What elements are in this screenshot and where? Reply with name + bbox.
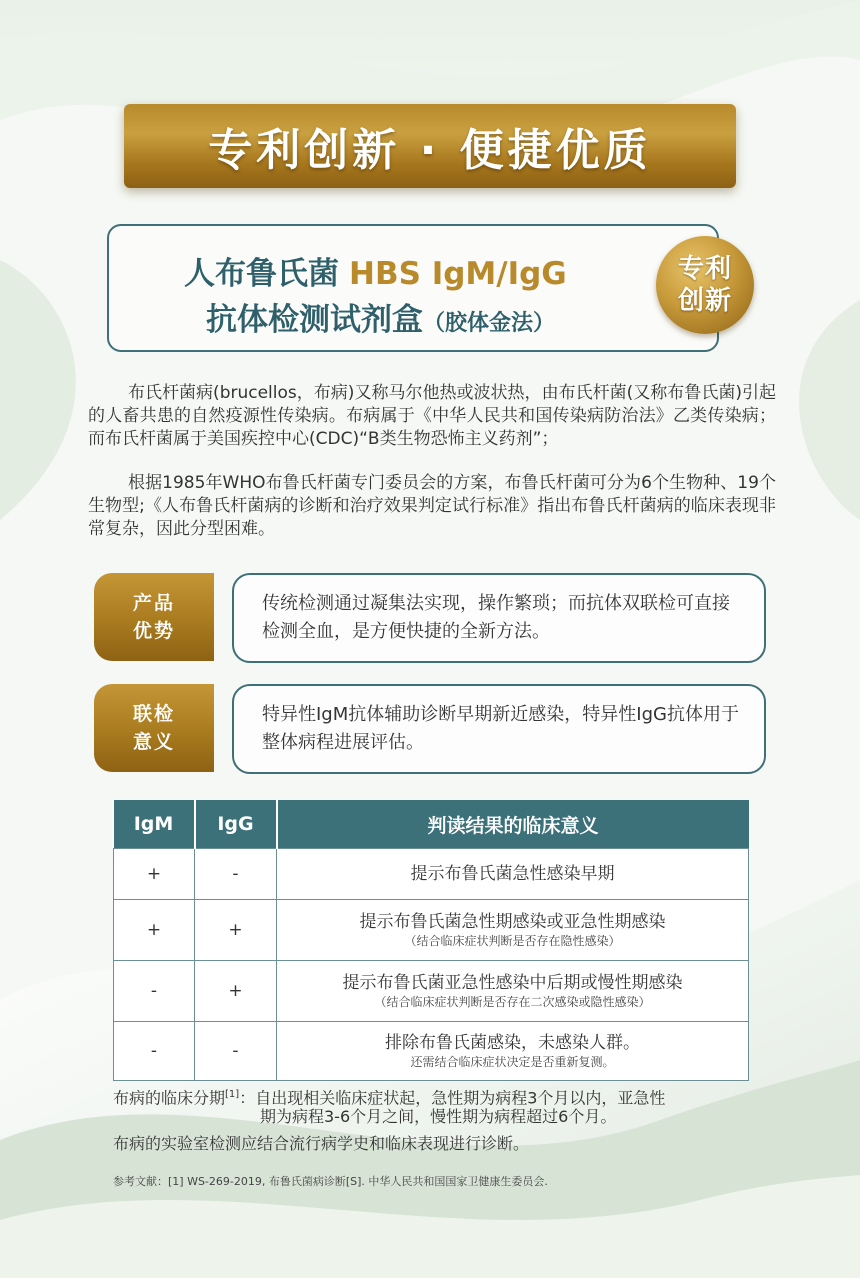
cell-igg: + [195,961,277,1022]
cell-igm: + [114,900,195,961]
meaning-sub: 还需结合临床症状决定是否重新复测。 [410,1055,615,1069]
cell-igm: - [114,961,195,1022]
staging-text-1: ：自出现相关临床症状起，急性期为病程3个月以内，亚急性 [239,1088,666,1108]
product-kit-name: 抗体检测试剂盒 [206,302,423,338]
cell-meaning [277,900,749,961]
advantage-label-line2: 优势 [132,620,175,642]
advantage-text: 传统检测通过凝集法实现，操作繁琐；而抗体双联检可直接检测全血，是方便快捷的全新方法。 [262,593,730,642]
product-name-en: HBS IgM/IgG [349,256,567,292]
cell-igm: + [114,849,195,900]
product-name-cn: 人布鲁氏菌 [184,256,339,292]
cell-igg: - [195,849,277,900]
intro-paragraph-1: 布氏杆菌病(brucellos，布病)又称马尔他热或波状热，由布氏杆菌(又称布鲁氏菌)引起的人畜共患的自然疫源性传染病。布病属于《中华人民共和国传染病防治法》乙类传染病；而布氏杆菌属于美国疾控中心(CDC)“B类生物恐怖主义药剂”； [88,383,776,449]
meaning-sub: （结合临床症状判断是否存在二次感染或隐性感染） [374,995,651,1009]
slogan-banner [124,104,736,188]
advantage-label-line1: 产品 [132,592,175,614]
staging-note-line2: 期为病程3-6个月之间，慢性期为病程超过6个月。 [260,1107,617,1126]
table-header-row [114,800,749,849]
product-method: （胶体金法） [423,311,556,336]
table-row [114,1022,749,1081]
meaning-main: 排除布鲁氏菌感染，未感染人群。 [385,1033,640,1053]
cell-meaning [277,1022,749,1081]
header-igg: IgG [195,800,277,849]
table-row [114,900,749,961]
table-row [114,961,749,1022]
significance-box [232,684,766,774]
product-title-line1 [184,248,567,293]
advantage-label [94,573,214,661]
staging-label: 布病的临床分期 [113,1088,226,1108]
table-row [114,849,749,900]
cell-meaning [277,961,749,1022]
seal-line2: 创新 [677,286,732,316]
cell-igg: + [195,900,277,961]
significance-label-line2: 意义 [132,731,175,753]
cell-igm: - [114,1022,195,1081]
product-title-line2 [206,294,555,339]
header-igm: IgM [114,800,195,849]
result-table [113,800,749,1081]
cell-igg: - [195,1022,277,1081]
seal-line1: 专利 [677,254,732,284]
significance-text: 特异性IgM抗体辅助诊断早期新近感染，特异性IgG抗体用于整体病程进展评估。 [262,704,739,753]
significance-label-line1: 联检 [132,703,175,725]
meaning-sub: （结合临床症状判断是否存在隐性感染） [404,934,621,948]
patent-seal [656,236,754,334]
header-meaning: 判读结果的临床意义 [277,800,749,849]
reference-note: 参考文献：[1] WS-269-2019, 布鲁氏菌病诊断[S]. 中华人民共和国国家卫健康生委员会. [113,1175,548,1188]
cell-meaning [277,849,749,900]
lab-note: 布病的实验室检测应结合流行病学史和临床表现进行诊断。 [113,1134,530,1153]
intro-paragraph-2: 根据1985年WHO布鲁氏杆菌专门委员会的方案，布鲁氏杆菌可分为6个生物种、19个生物型;《人布鲁氏杆菌病的诊断和治疗效果判定试行标准》指出布鲁氏杆菌病的临床表现非常复杂，因此分型困难。 [88,473,776,539]
significance-label [94,684,214,772]
staging-ref: [1] [225,1089,240,1100]
meaning-main: 提示布鲁氏菌急性期感染或亚急性期感染 [359,912,666,932]
slogan-text: 专利创新 · 便捷优质 [208,125,652,176]
meaning-main: 提示布鲁氏菌急性感染早期 [410,864,615,884]
meaning-main: 提示布鲁氏菌亚急性感染中后期或慢性期感染 [342,973,683,993]
advantage-box [232,573,766,663]
product-title-box [107,224,719,352]
